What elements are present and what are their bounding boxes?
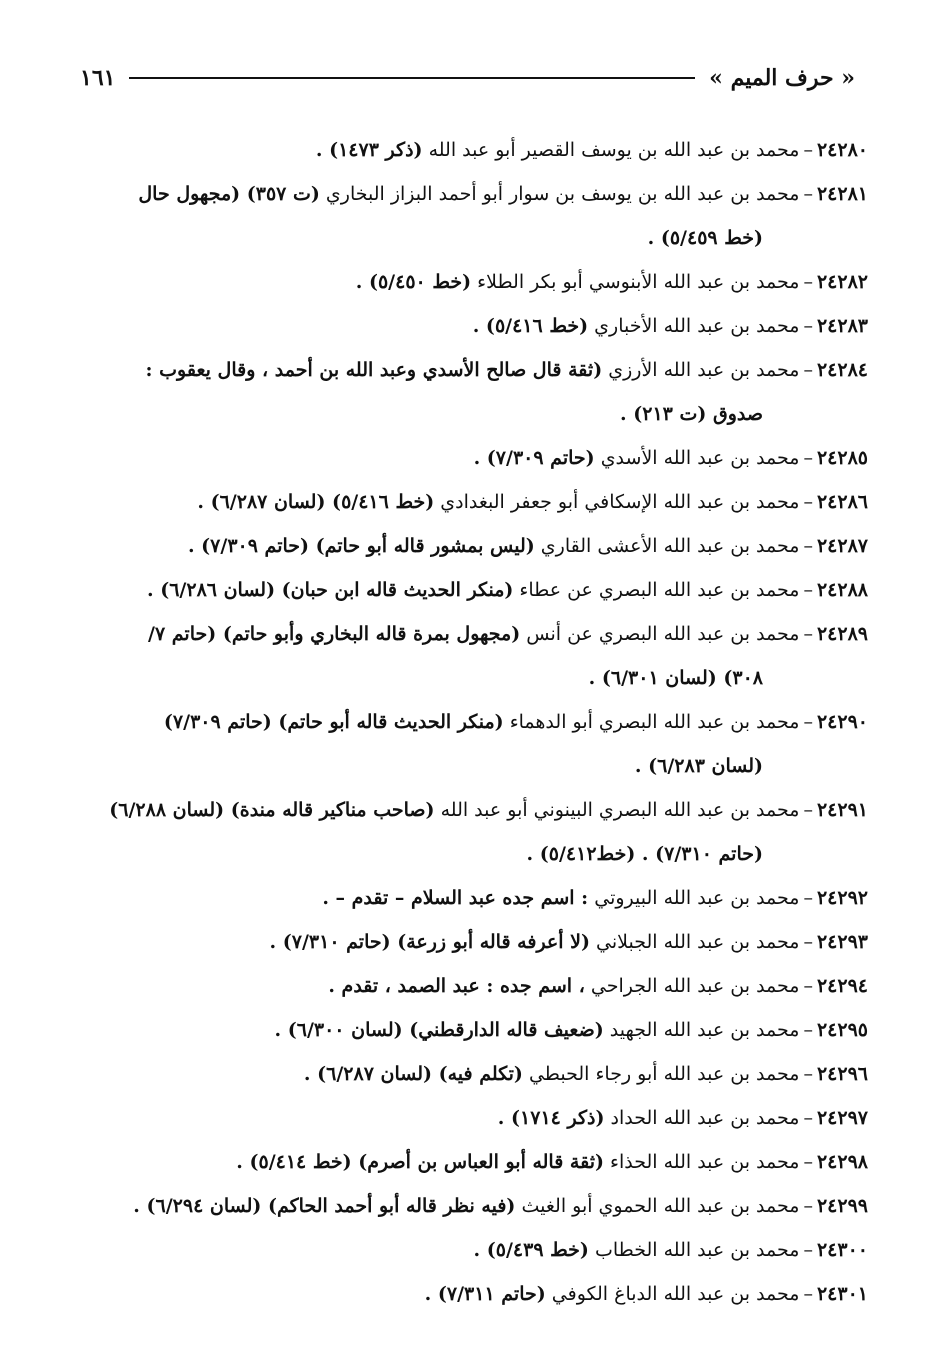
entry-dash: – xyxy=(803,623,813,645)
entry-note: (حاتم ٧/٣٠٩) . xyxy=(473,447,595,469)
entry-name: محمد بن عبد الله الحداد xyxy=(610,1107,800,1129)
entry-dash: – xyxy=(803,491,813,513)
entry-18 xyxy=(78,1140,868,1184)
entry-note: (خط ٥/٤١٦) (لسان ٦/٢٨٧) . xyxy=(197,491,435,513)
entry-number: ٢٤٢٩٩ xyxy=(816,1195,868,1217)
entry-note: (ذكر ١٧١٤) . xyxy=(497,1107,605,1129)
entry-dash: – xyxy=(803,799,813,821)
entry-dash: – xyxy=(803,1239,813,1261)
entry-number: ٢٤٢٨٤ xyxy=(816,359,868,381)
entry-number: ٢٤٢٩١ xyxy=(816,799,868,821)
entry-note: ، اسم جده : عبد الصمد ، تقدم . xyxy=(328,975,585,997)
entry-dash: – xyxy=(803,139,813,161)
entry-name: محمد بن عبد الله الخطاب xyxy=(594,1239,800,1261)
entry-number: ٢٤٢٨٦ xyxy=(816,491,868,513)
entry-note: (لا أعرفه قاله أبو زرعة) (حاتم ٧/٣١٠) . xyxy=(269,931,590,953)
entry-10 xyxy=(78,700,868,788)
entry-name: محمد بن عبد الله الأرزي xyxy=(608,359,800,381)
entry-12 xyxy=(78,876,868,920)
entry-dash: – xyxy=(803,579,813,601)
entry-17 xyxy=(78,1096,868,1140)
entry-dash: – xyxy=(803,975,813,997)
entry-name: محمد بن عبد الله الإسكافي أبو جعفر البغدادي xyxy=(440,491,800,513)
entry-19 xyxy=(78,1184,868,1228)
entry-15 xyxy=(78,1008,868,1052)
entry-note: (منكر الحديث قاله أبو حاتم) (حاتم ٧/٣٠٩) xyxy=(163,711,504,733)
entry-1 xyxy=(78,172,868,260)
entry-note: (ضعيف قاله الدارقطني) (لسان ٦/٣٠٠) . xyxy=(274,1019,604,1041)
entry-dash: – xyxy=(803,1107,813,1129)
entry-name: محمد بن عبد الله الجراحي xyxy=(590,975,800,997)
entry-name: محمد بن عبد الله الجهيد xyxy=(609,1019,800,1041)
entry-number: ٢٤٢٨٨ xyxy=(816,579,868,601)
entry-note: (صاحب مناكير قاله مندة) (لسان ٦/٢٨٨) xyxy=(109,799,435,821)
entry-number: ٢٤٢٩٥ xyxy=(816,1019,868,1041)
entry-8 xyxy=(78,568,868,612)
entry-dash: – xyxy=(803,447,813,469)
entry-note: (حاتم ٧/٣١١) . xyxy=(424,1283,546,1305)
entry-name: محمد بن عبد الله الجبلاني xyxy=(596,931,800,953)
entry-20 xyxy=(78,1228,868,1272)
entry-dash: – xyxy=(803,711,813,733)
entry-0 xyxy=(78,128,868,172)
entry-note: (خط ٥/٤١٦) . xyxy=(472,315,589,337)
entry-number: ٢٤٢٨٢ xyxy=(816,271,868,293)
entry-number: ٢٤٢٩٨ xyxy=(816,1151,868,1173)
entry-number: ٢٤٢٨٧ xyxy=(816,535,868,557)
entry-name: محمد بن عبد الله البصري البينوني أبو عبد الله xyxy=(440,799,800,821)
entry-note: (مجهول بمرة قاله البخاري وأبو حاتم) (حاتم ٧/ xyxy=(148,623,521,645)
entry-dash: – xyxy=(803,359,813,381)
entry-name: محمد بن عبد الله البصري عن عطاء xyxy=(519,579,800,601)
entry-name: محمد بن عبد الله الحذاء xyxy=(610,1151,800,1173)
entry-number: ٢٤٢٩٦ xyxy=(816,1063,868,1085)
entry-2 xyxy=(78,260,868,304)
entry-name: محمد بن عبد الله الحموي أبو الغيث xyxy=(521,1195,800,1217)
entry-name: محمد بن عبد الله الدباغ الكوفي xyxy=(551,1283,800,1305)
entry-note: (خط ٥/٤٣٩) . xyxy=(473,1239,589,1261)
entry-number: ٢٤٢٨٣ xyxy=(816,315,868,337)
entry-dash: – xyxy=(803,1195,813,1217)
entry-note: (منكر الحديث قاله ابن حبان) (لسان ٦/٢٨٦) . xyxy=(146,579,514,601)
entry-name: محمد بن عبد الله الأخباري xyxy=(594,315,800,337)
entry-note: (ثقة قال صالح الأسدي وعبد الله بن أحمد ، وقال يعقوب : xyxy=(145,359,603,381)
entry-dash: – xyxy=(803,535,813,557)
entry-7 xyxy=(78,524,868,568)
entry-note: : اسم جده عبد السلام – تقدم – . xyxy=(322,887,589,909)
entry-13 xyxy=(78,920,868,964)
entry-note: (ليس بمشور قاله أبو حاتم) (حاتم ٧/٣٠٩) . xyxy=(187,535,535,557)
entry-note: (فيه نظر قاله أبو أحمد الحاكم) (لسان ٦/٢٩٤) . xyxy=(133,1195,516,1217)
entry-16 xyxy=(78,1052,868,1096)
page-number: ١٦١ xyxy=(80,65,116,91)
entry-5 xyxy=(78,436,868,480)
entry-number: ٢٤٢٩٧ xyxy=(816,1107,868,1129)
entry-3 xyxy=(78,304,868,348)
entry-note: (ثقة قاله أبو العباس بن أصرم) (خط ٥/٤١٤) . xyxy=(236,1151,604,1173)
header-title: « حرف الميم » xyxy=(709,65,855,91)
entry-continuation: (خط ٥/٤٥٩) . xyxy=(647,227,763,249)
entry-9 xyxy=(78,612,868,700)
entry-list xyxy=(78,128,868,1316)
entry-name: محمد بن عبد الله أبو رجاء الحبطي xyxy=(528,1063,800,1085)
entry-number: ٢٤٢٩٠ xyxy=(816,711,868,733)
entry-name: محمد بن عبد الله الأبنوسي أبو بكر الطلاء xyxy=(477,271,800,293)
entry-number: ٢٤٣٠٠ xyxy=(816,1239,868,1261)
entry-dash: – xyxy=(803,1283,813,1305)
entry-dash: – xyxy=(803,1019,813,1041)
entry-dash: – xyxy=(803,931,813,953)
entry-continuation: صدوق (ت ٢١٣) . xyxy=(620,403,763,425)
entry-21 xyxy=(78,1272,868,1316)
entry-dash: – xyxy=(803,1151,813,1173)
entry-continuation: ٣٠٨) (لسان ٦/٣٠١) . xyxy=(588,667,763,689)
entry-number: ٢٤٢٨٥ xyxy=(816,447,868,469)
entry-dash: – xyxy=(803,271,813,293)
entry-number: ٢٤٢٨٩ xyxy=(816,623,868,645)
page-header xyxy=(80,58,855,98)
entry-name: محمد بن عبد الله الأسدي xyxy=(600,447,800,469)
entry-name: محمد بن عبد الله البصري أبو الدهماء xyxy=(509,711,800,733)
entry-6 xyxy=(78,480,868,524)
entry-name: محمد بن عبد الله بن يوسف القصير أبو عبد الله xyxy=(428,139,800,161)
entry-note: (ذكر ١٤٧٣) . xyxy=(315,139,423,161)
entry-dash: – xyxy=(803,887,813,909)
entry-name: محمد بن عبد الله البصري عن أنس xyxy=(526,623,800,645)
entry-name: محمد بن عبد الله بن يوسف بن سوار أبو أحمد البزاز البخاري xyxy=(325,183,800,205)
entry-14 xyxy=(78,964,868,1008)
entry-continuation: (لسان ٦/٢٨٣) . xyxy=(634,755,763,777)
entry-number: ٢٤٢٨٠ xyxy=(816,139,868,161)
entry-4 xyxy=(78,348,868,436)
entry-continuation: (حاتم ٧/٣١٠) . (خط٥/٤١٢) . xyxy=(526,843,763,865)
entry-number: ٢٤٢٩٤ xyxy=(816,975,868,997)
entry-11 xyxy=(78,788,868,876)
entry-name: محمد بن عبد الله الأعشى القاري xyxy=(540,535,800,557)
entry-number: ٢٤٢٩٣ xyxy=(816,931,868,953)
entry-name: محمد بن عبد الله البيروتي xyxy=(594,887,800,909)
entry-number: ٢٤٣٠١ xyxy=(816,1283,868,1305)
entry-number: ٢٤٢٨١ xyxy=(816,183,868,205)
entry-note: (ت ٣٥٧) (مجهول حال xyxy=(138,183,320,205)
entry-dash: – xyxy=(803,183,813,205)
header-rule xyxy=(129,77,695,79)
entry-note: (تكلم فيه) (لسان ٦/٢٨٧) . xyxy=(303,1063,523,1085)
entry-number: ٢٤٢٩٢ xyxy=(816,887,868,909)
entry-dash: – xyxy=(803,315,813,337)
entry-dash: – xyxy=(803,1063,813,1085)
entry-note: (خط ٥/٤٥٠) . xyxy=(355,271,472,293)
